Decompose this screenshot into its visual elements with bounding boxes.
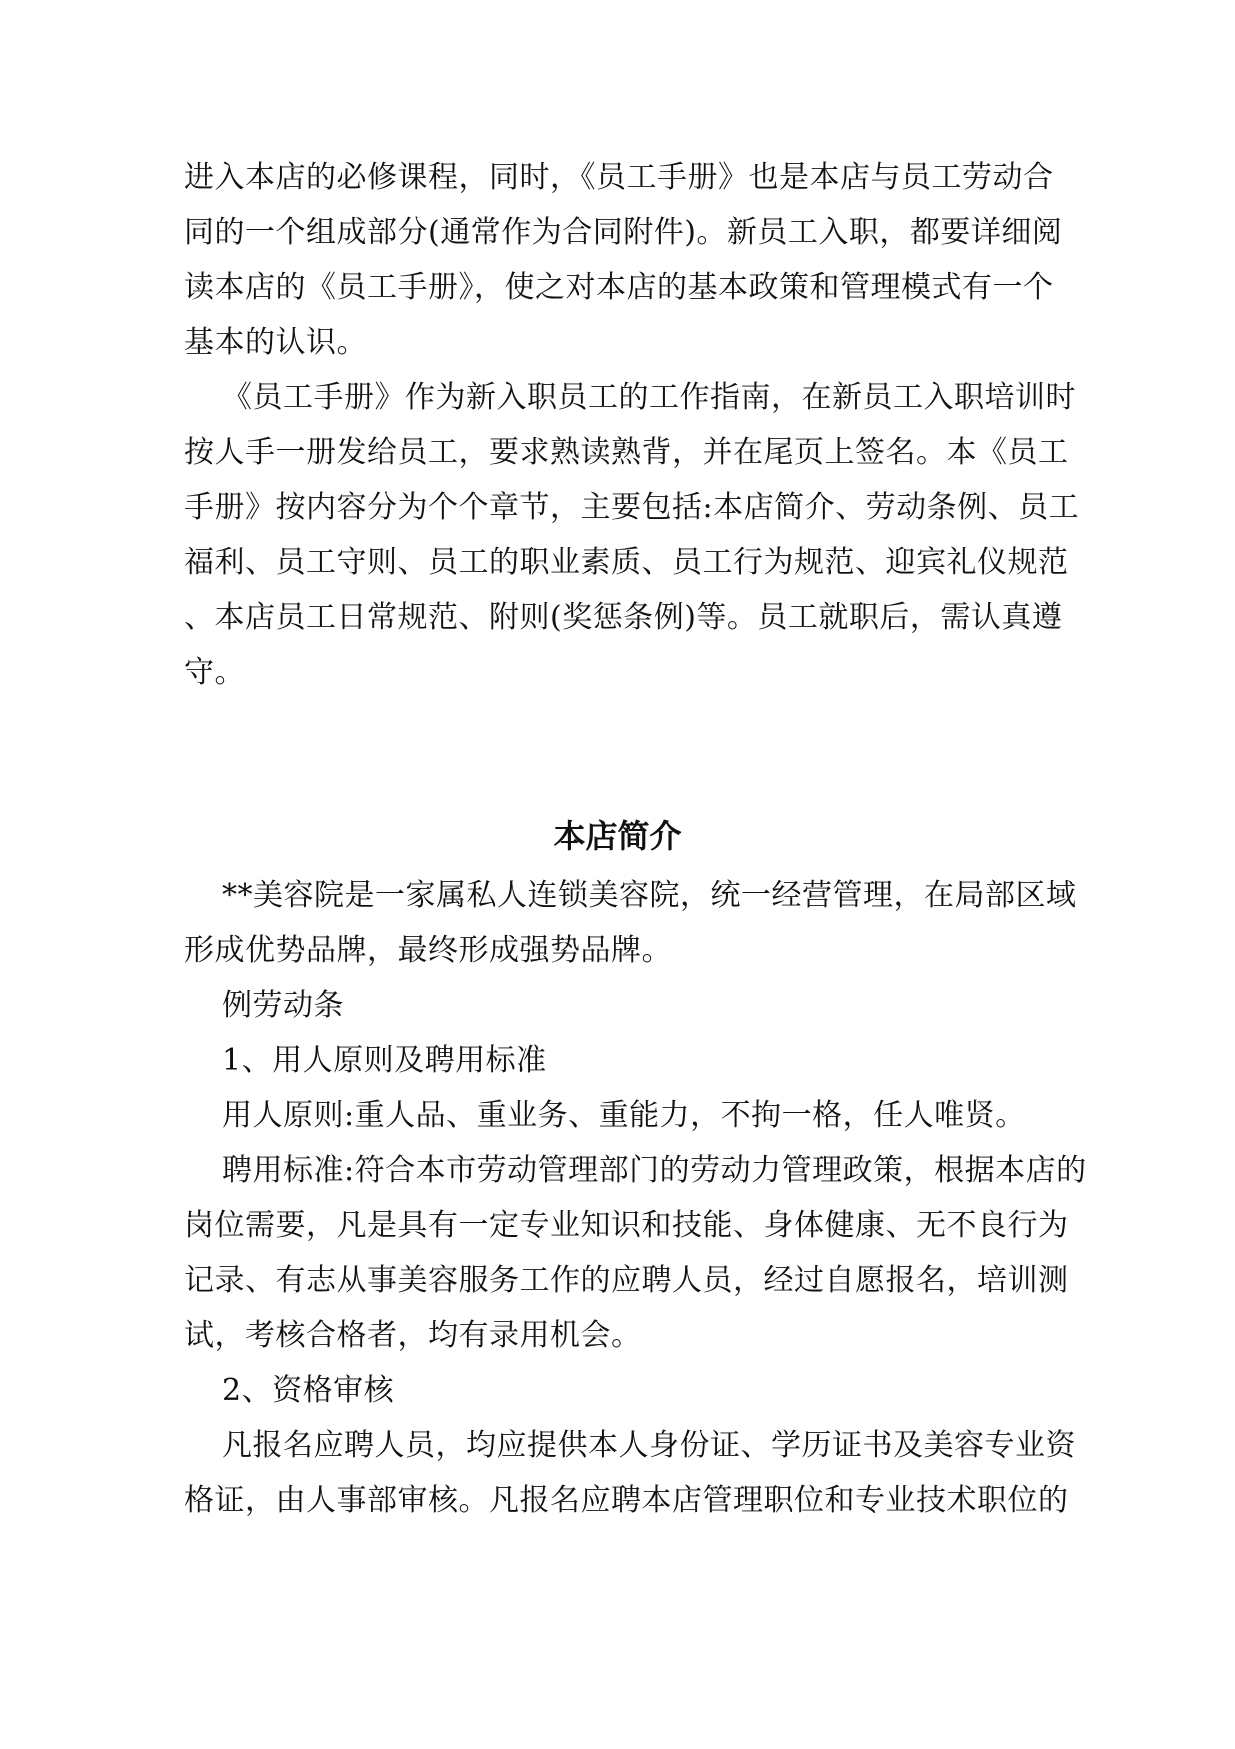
text-line: 读本店的《员工手册》，使之对本店的基本政策和管理模式有一个 bbox=[184, 270, 1054, 305]
text-line: 2、资格审核 bbox=[222, 1373, 395, 1408]
intro-paragraph-2 bbox=[184, 370, 1080, 700]
text-line: 同的一个组成部分(通常作为合同附件)。新员工入职，都要详细阅 bbox=[184, 215, 1063, 250]
text-line: 、本店员工日常规范、附则(奖惩条例)等。员工就职后，需认真遵 bbox=[184, 600, 1063, 635]
section-title: 本店简介 bbox=[553, 817, 682, 855]
text-line: 基本的认识。 bbox=[184, 325, 367, 360]
text-line: 进入本店的必修课程，同时，《员工手册》也是本店与员工劳动合 bbox=[184, 160, 1054, 195]
text-line: 聘用标准:符合本市劳动管理部门的劳动力管理政策，根据本店的 bbox=[222, 1153, 1087, 1188]
text-line: 用人原则:重人品、重业务、重能力，不拘一格，任人唯贤。 bbox=[222, 1098, 1026, 1133]
intro-paragraph-1 bbox=[184, 150, 1064, 370]
text-line: 试，考核合格者，均有录用机会。 bbox=[184, 1318, 642, 1353]
section-body bbox=[184, 868, 1087, 1528]
text-line: 福利、员工守则、员工的职业素质、员工行为规范、迎宾礼仪规范 bbox=[184, 545, 1069, 580]
text-line: 凡报名应聘人员，均应提供本人身份证、学历证书及美容专业资 bbox=[222, 1428, 1076, 1463]
text-line: 手册》按内容分为个个章节，主要包括:本店简介、劳动条例、员工 bbox=[184, 490, 1080, 525]
text-line: 岗位需要，凡是具有一定专业知识和技能、身体健康、无不良行为 bbox=[184, 1208, 1069, 1243]
text-line: **美容院是一家属私人连锁美容院，统一经营管理，在局部区域 bbox=[222, 878, 1077, 913]
text-line: 按人手一册发给员工，要求熟读熟背，并在尾页上签名。本《员工 bbox=[184, 435, 1069, 470]
text-line: 形成优势品牌，最终形成强势品牌。 bbox=[184, 933, 672, 968]
text-line: 《员工手册》作为新入职员工的工作指南，在新员工入职培训时 bbox=[222, 380, 1076, 415]
text-line: 1、用人原则及聘用标准 bbox=[222, 1043, 547, 1078]
text-line: 记录、有志从事美容服务工作的应聘人员，经过自愿报名，培训测 bbox=[184, 1263, 1069, 1298]
text-line: 格证，由人事部审核。凡报名应聘本店管理职位和专业技术职位的 bbox=[184, 1483, 1069, 1518]
text-line: 例劳动条 bbox=[222, 988, 344, 1023]
text-line: 守。 bbox=[184, 655, 245, 690]
